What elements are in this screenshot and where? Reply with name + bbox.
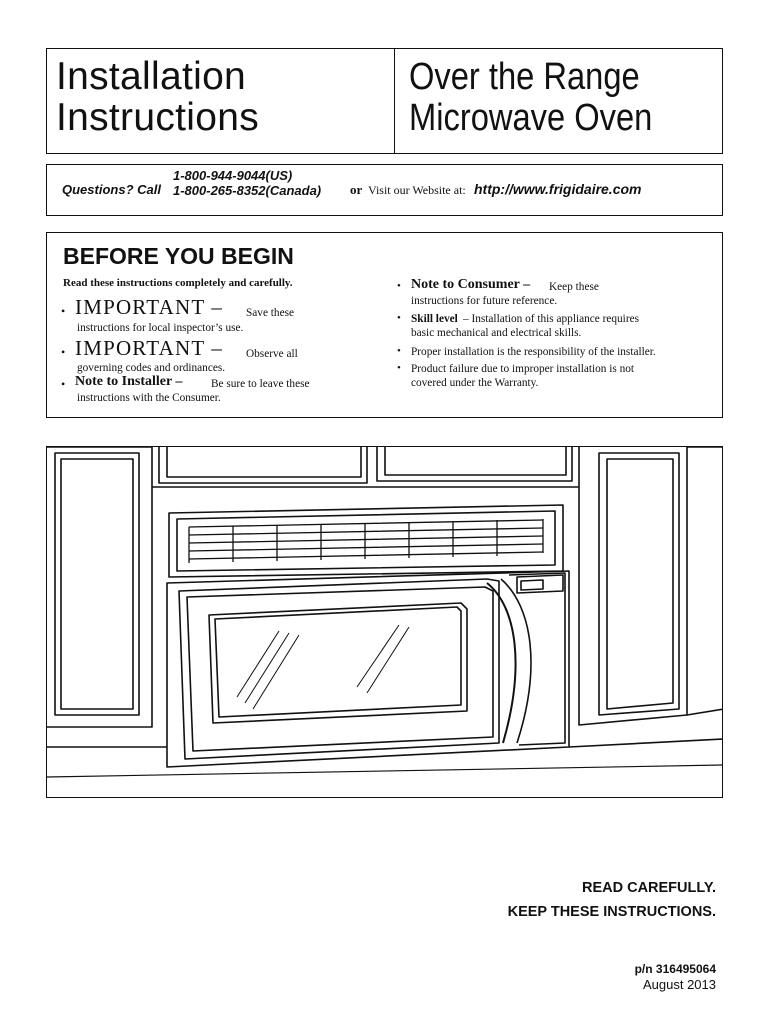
visit-text: Visit our Website at:: [368, 183, 466, 197]
bullet: •: [61, 304, 66, 318]
questions-prompt: Questions? Call: [62, 182, 161, 197]
item-text-next: governing codes and ordinances.: [77, 362, 226, 374]
door-window: [209, 603, 467, 723]
title-left-cell: [47, 49, 395, 153]
title-header: [46, 48, 723, 154]
questions-box: [46, 164, 723, 216]
item-text-next: instructions for local inspector’s use.: [77, 322, 244, 334]
item-text-next: basic mechanical and electrical skills.: [411, 327, 582, 339]
phone-us: 1-800-944-9044(US): [173, 168, 293, 183]
bullet: •: [61, 345, 66, 359]
display-window: [521, 580, 543, 590]
item-text-inline: Keep these: [549, 281, 599, 293]
before-you-begin-box: [46, 232, 723, 418]
bullet: •: [61, 377, 66, 391]
bullet: •: [397, 362, 401, 374]
item-text-next: instructions for future reference.: [411, 295, 558, 307]
item-text-next: instructions with the Consumer.: [77, 392, 221, 404]
bullet: •: [397, 312, 401, 324]
read-carefully-text: READ CAREFULLY.: [581, 880, 716, 896]
note-to-installer-label: Note to Installer –: [75, 374, 183, 389]
bullet: •: [397, 345, 401, 357]
note-to-consumer-label: Note to Consumer –: [411, 277, 531, 292]
door-handle: [487, 583, 516, 743]
website-link[interactable]: http://www.frigidaire.com: [474, 181, 642, 197]
item-text-line2: covered under the Warranty.: [411, 377, 539, 389]
document-date: August 2013: [642, 977, 716, 992]
item-text: Proper installation is the responsibility of the installer.: [411, 346, 656, 358]
before-you-begin-heading: BEFORE YOU BEGIN: [63, 243, 294, 269]
important-label: IMPORTANT –: [75, 295, 224, 319]
item-text-line1: Product failure due to improper installation is not: [411, 363, 635, 375]
microwave-body: [167, 571, 569, 767]
skill-level-label: Skill level: [411, 313, 458, 325]
microwave-door: [179, 579, 499, 759]
microwave-illustration: [46, 446, 723, 798]
intro-text: Read these instructions completely and carefully.: [63, 277, 293, 289]
product-title-line1: Over the Range: [409, 56, 640, 98]
right-cabinet: [579, 447, 687, 725]
left-cabinet-panel: [55, 453, 139, 715]
bullet: •: [397, 280, 401, 292]
right-cabinet-panel: [599, 453, 679, 715]
upper-cabinet-right: [377, 447, 572, 481]
part-number: p/n 316495064: [634, 962, 716, 976]
document-title-line1: Installation: [56, 55, 247, 98]
document-title-line2: Instructions: [56, 96, 260, 139]
or-text: or: [350, 182, 363, 197]
item-text-inline: Save these: [246, 307, 294, 319]
keep-instructions-text: KEEP THESE INSTRUCTIONS.: [507, 904, 716, 920]
important-label: IMPORTANT –: [75, 336, 224, 360]
item-text-inline: Be sure to leave these: [211, 378, 310, 390]
phone-canada: 1-800-265-8352(Canada): [173, 183, 322, 198]
left-cabinet: [47, 447, 152, 727]
microwave-drawing: [47, 447, 723, 798]
product-title-line2: Microwave Oven: [409, 97, 653, 139]
item-text-inline: – Installation of this appliance requires: [463, 313, 639, 325]
title-right-cell: [395, 49, 722, 153]
item-text-inline: Observe all: [246, 348, 298, 360]
